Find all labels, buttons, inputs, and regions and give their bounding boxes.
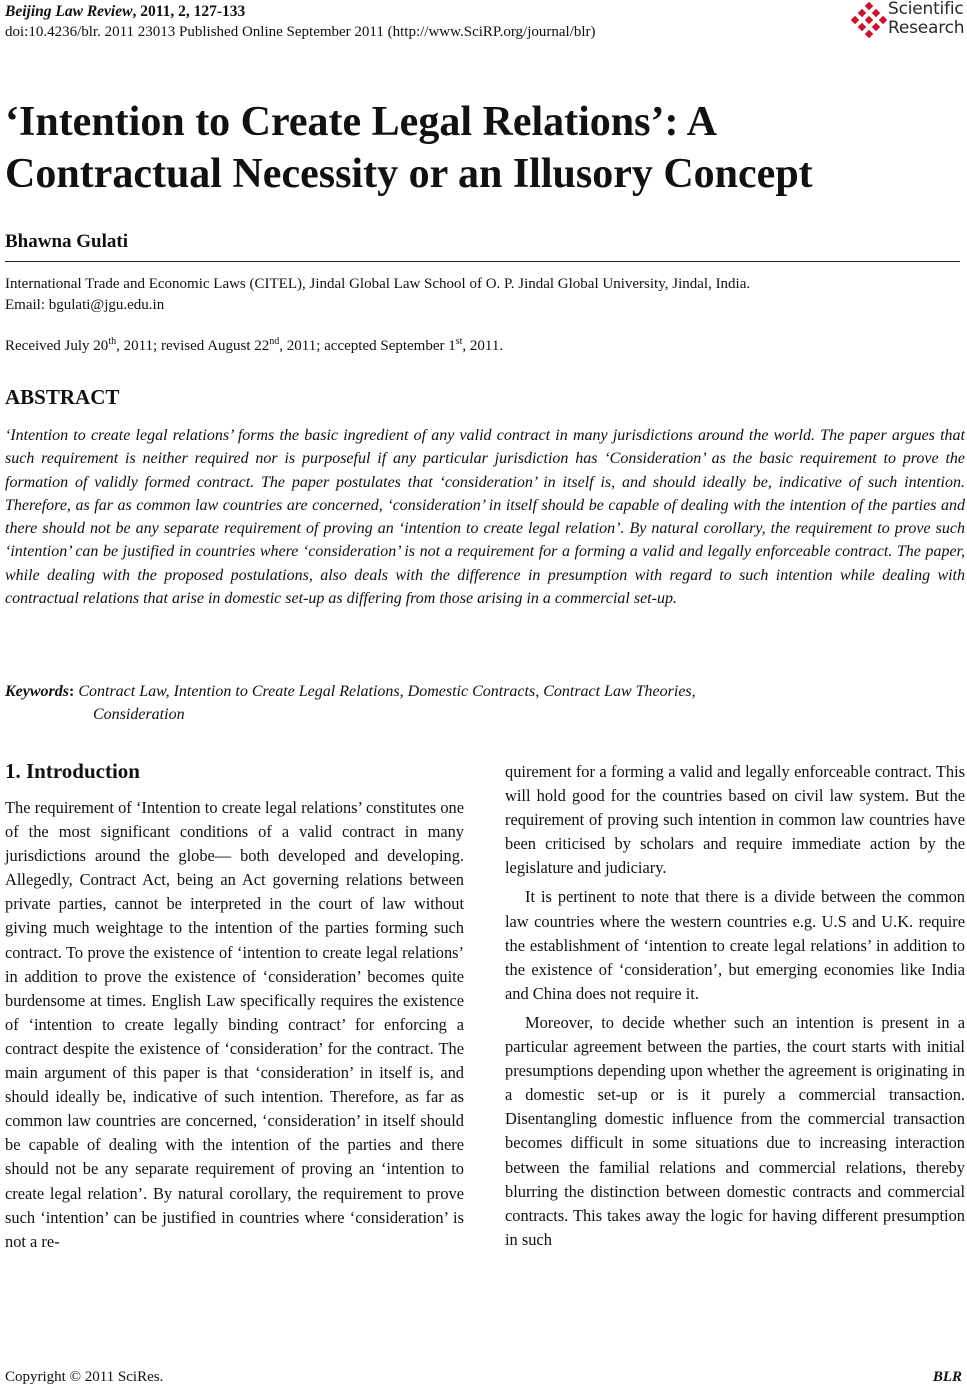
intro-paragraph-3: Moreover, to decide whether such an intention is present in a particular agreement between the parties, the court starts with initial presumptions depending upon whether the agreement is originating in a domestic set-up or is it purely a commercial transaction. Disentangling domestic influence from the commercial transaction becomes difficult in some situations due to increasing interaction between the familial relations and commercial relations, thereby blurring the distinction between domestic contracts and commercial contracts. This takes away the logic for having different presumption in such <box>505 1012 965 1249</box>
section-heading: 1. Introduction <box>5 759 140 783</box>
author-affiliation: International Trade and Economic Laws (CITEL), Jindal Global Law School of O. P. Jindal Global University, Jindal, India. <box>5 276 751 292</box>
dates-suffix: , 2011. <box>462 338 504 354</box>
keywords-line-2: Consideration <box>93 706 185 723</box>
revised-sup: nd <box>269 336 280 347</box>
publisher-logo <box>851 0 967 42</box>
abstract-heading: ABSTRACT <box>5 385 120 409</box>
right-column <box>505 760 965 1252</box>
author-email: Email: bgulati@jgu.edu.in <box>5 297 165 313</box>
article-dates <box>5 336 503 356</box>
logo-line-2: Research <box>888 18 965 38</box>
footer-copyright: Copyright © 2011 SciRes. <box>5 1369 164 1385</box>
article-title <box>5 96 955 200</box>
journal-citation <box>5 2 245 22</box>
keywords: Keywords: Contract Law, Intention to Create Legal Relations, Domestic Contracts, Contract Law Theories, Consideration <box>5 680 965 726</box>
left-column <box>5 796 464 1254</box>
footer-journal-abbrev: BLR <box>932 1369 962 1385</box>
abstract-text: ‘Intention to create legal relations’ forms the basic ingredient of any valid contract in many jurisdictions around the world. The paper argues that such requirement is neither required nor is purposeful if any particular jurisdiction has ‘Consideration’ as the basic requirement to prove the formation of validly formed contract. The paper postulates that ‘consideration’ in itself is, and should ideally be, indicative of such intention. Therefore, as far as common law countries are concerned, ‘consideration’ in itself should be capable of dealing with the intention of the parties and there should not be any separate requirement of proving an ‘intention to create legal relation’. By natural corollary, the requirement to prove such ‘intention’ can be justified in countries where ‘consideration’ is not a requirement for a forming a valid and legally enforceable contract. The paper, while dealing with the proposed postulations, also deals with the difference in presumption with regard to such intention while dealing with contractual relations that arise in domestic set-up as differing from those arising in a commercial set-up. <box>5 427 965 608</box>
received-sup: th <box>108 336 117 347</box>
doi-line: doi:10.4236/blr. 2011 23013 Published Online September 2011 (http://www.SciRP.org/journal/blr) <box>5 24 596 40</box>
logo-line-1: Scientific <box>888 0 964 19</box>
accepted-date: , 2011; accepted September 1 <box>279 338 456 354</box>
intro-paragraph-continued: quirement for a forming a valid and legally enforceable contract. This will hold good for the countries based on civil law system. But the requirement of proving such intention in common law countries have been criticised by scholars and require immediate action by the legislature and judiciary. <box>505 762 965 878</box>
keywords-line-1: Contract Law, Intention to Create Legal Relations, Domestic Contracts, Contract Law Theories, <box>78 683 696 700</box>
journal-name: Beijing Law Review <box>5 3 133 20</box>
title-line-2: Contractual Necessity or an Illusory Concept <box>5 151 813 197</box>
accepted-sup: st <box>455 336 463 347</box>
intro-paragraph-1: The requirement of ‘Intention to create legal relations’ constitutes one of the most significant conditions of a valid contract in many jurisdictions around the globe— both developed and developing. Allegedly, Contract Act, being an Act governing relations between private parties, cannot be interpreted in the court of law without giving much weightage to the intention of the parties forming such contract. To prove the existence of ‘intention to create legal relations’ in addition to prove the existence of ‘consideration’ becomes quite burdensome at times. English Law specifically requires the existence of ‘intention to create legally binding contract’ for enforcing a contract despite the existence of ‘consideration’ for the contract. The main argument of this paper is that ‘consideration’ in itself is, and should ideally be, indicative of such intention. Therefore, as far as common law countries are concerned, ‘consideration’ in itself should be capable of dealing with the intention of the parties and there should not be any separate requirement of proving an ‘intention to create legal relation’. By natural corollary, the requirement to prove such ‘intention’ can be justified in countries where ‘consideration’ is not a re- <box>5 798 464 1251</box>
keywords-label: Keywords <box>5 683 69 700</box>
publisher-logo-icon <box>851 2 887 38</box>
publisher-logo-text <box>888 0 964 38</box>
revised-date: , 2011; revised August 22 <box>116 338 270 354</box>
title-line-1: ‘Intention to Create Legal Relations’: A <box>5 99 717 145</box>
author-name: Bhawna Gulati <box>5 231 129 252</box>
header-divider <box>5 261 960 262</box>
received-date: Received July 20 <box>5 338 109 354</box>
journal-volume: , 2011, 2, 127-133 <box>132 3 246 20</box>
intro-paragraph-2: It is pertinent to note that there is a divide between the common law countries where the western countries e.g. U.S and U.K. require the establishment of ‘intention to create legal relations’ in addition to the existence of ‘consideration’, but emerging economies like India and China does not require it. <box>505 887 965 1003</box>
